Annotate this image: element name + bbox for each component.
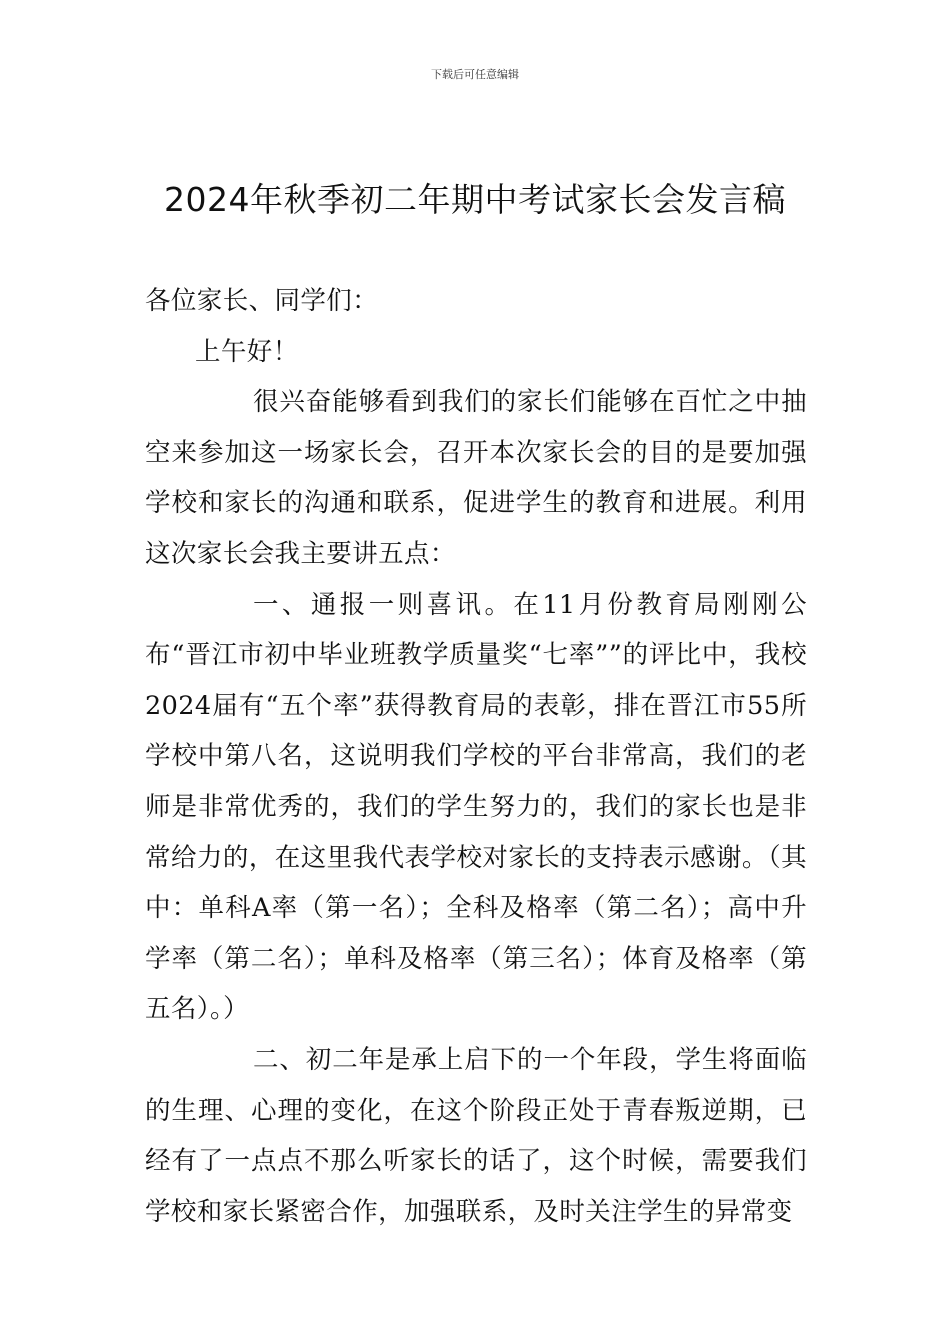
document-body bbox=[145, 276, 807, 1237]
greeting-line: 上午好！ bbox=[195, 336, 299, 367]
salutation: 各位家长、同学们： bbox=[145, 286, 379, 316]
page-header-note: 下载后可任意编辑 bbox=[431, 68, 519, 81]
paragraph-point-two: 二、初二年是承上启下的一个年段，学生将面临的生理、心理的变化，在这个阶段正处于青春叛逆期，已经有了一点点不那么听家长的话了，这个时候，需要我们学校和家长紧密合作，加强联系，及时关注学生的异常变 bbox=[145, 1044, 807, 1227]
paragraph-point-one: 一、通报一则喜讯。在11月份教育局刚刚公布“晋江市初中毕业班教学质量奖“七率””的评比中，我校2024届有“五个率”获得教育局的表彰，排在晋江市55所学校中第八名，这说明我们学校的平台非常高，我们的老师是非常优秀的，我们的学生努力的，我们的家长也是非常给力的，在这里我代表学校对家长的支持表示感谢。（其中：单科A率（第一名）；全科及格率（第二名）；高中升学率（第二名）；单科及格率（第三名）；体育及格率（第五名）。） bbox=[145, 589, 807, 1025]
paragraph-intro: 很兴奋能够看到我们的家长们能够在百忙之中抽空来参加这一场家长会，召开本次家长会的目的是要加强学校和家长的沟通和联系，促进学生的教育和进展。利用这次家长会我主要讲五点： bbox=[145, 387, 807, 569]
document-title: 2024年秋季初二年期中考试家长会发言稿 bbox=[164, 180, 786, 219]
